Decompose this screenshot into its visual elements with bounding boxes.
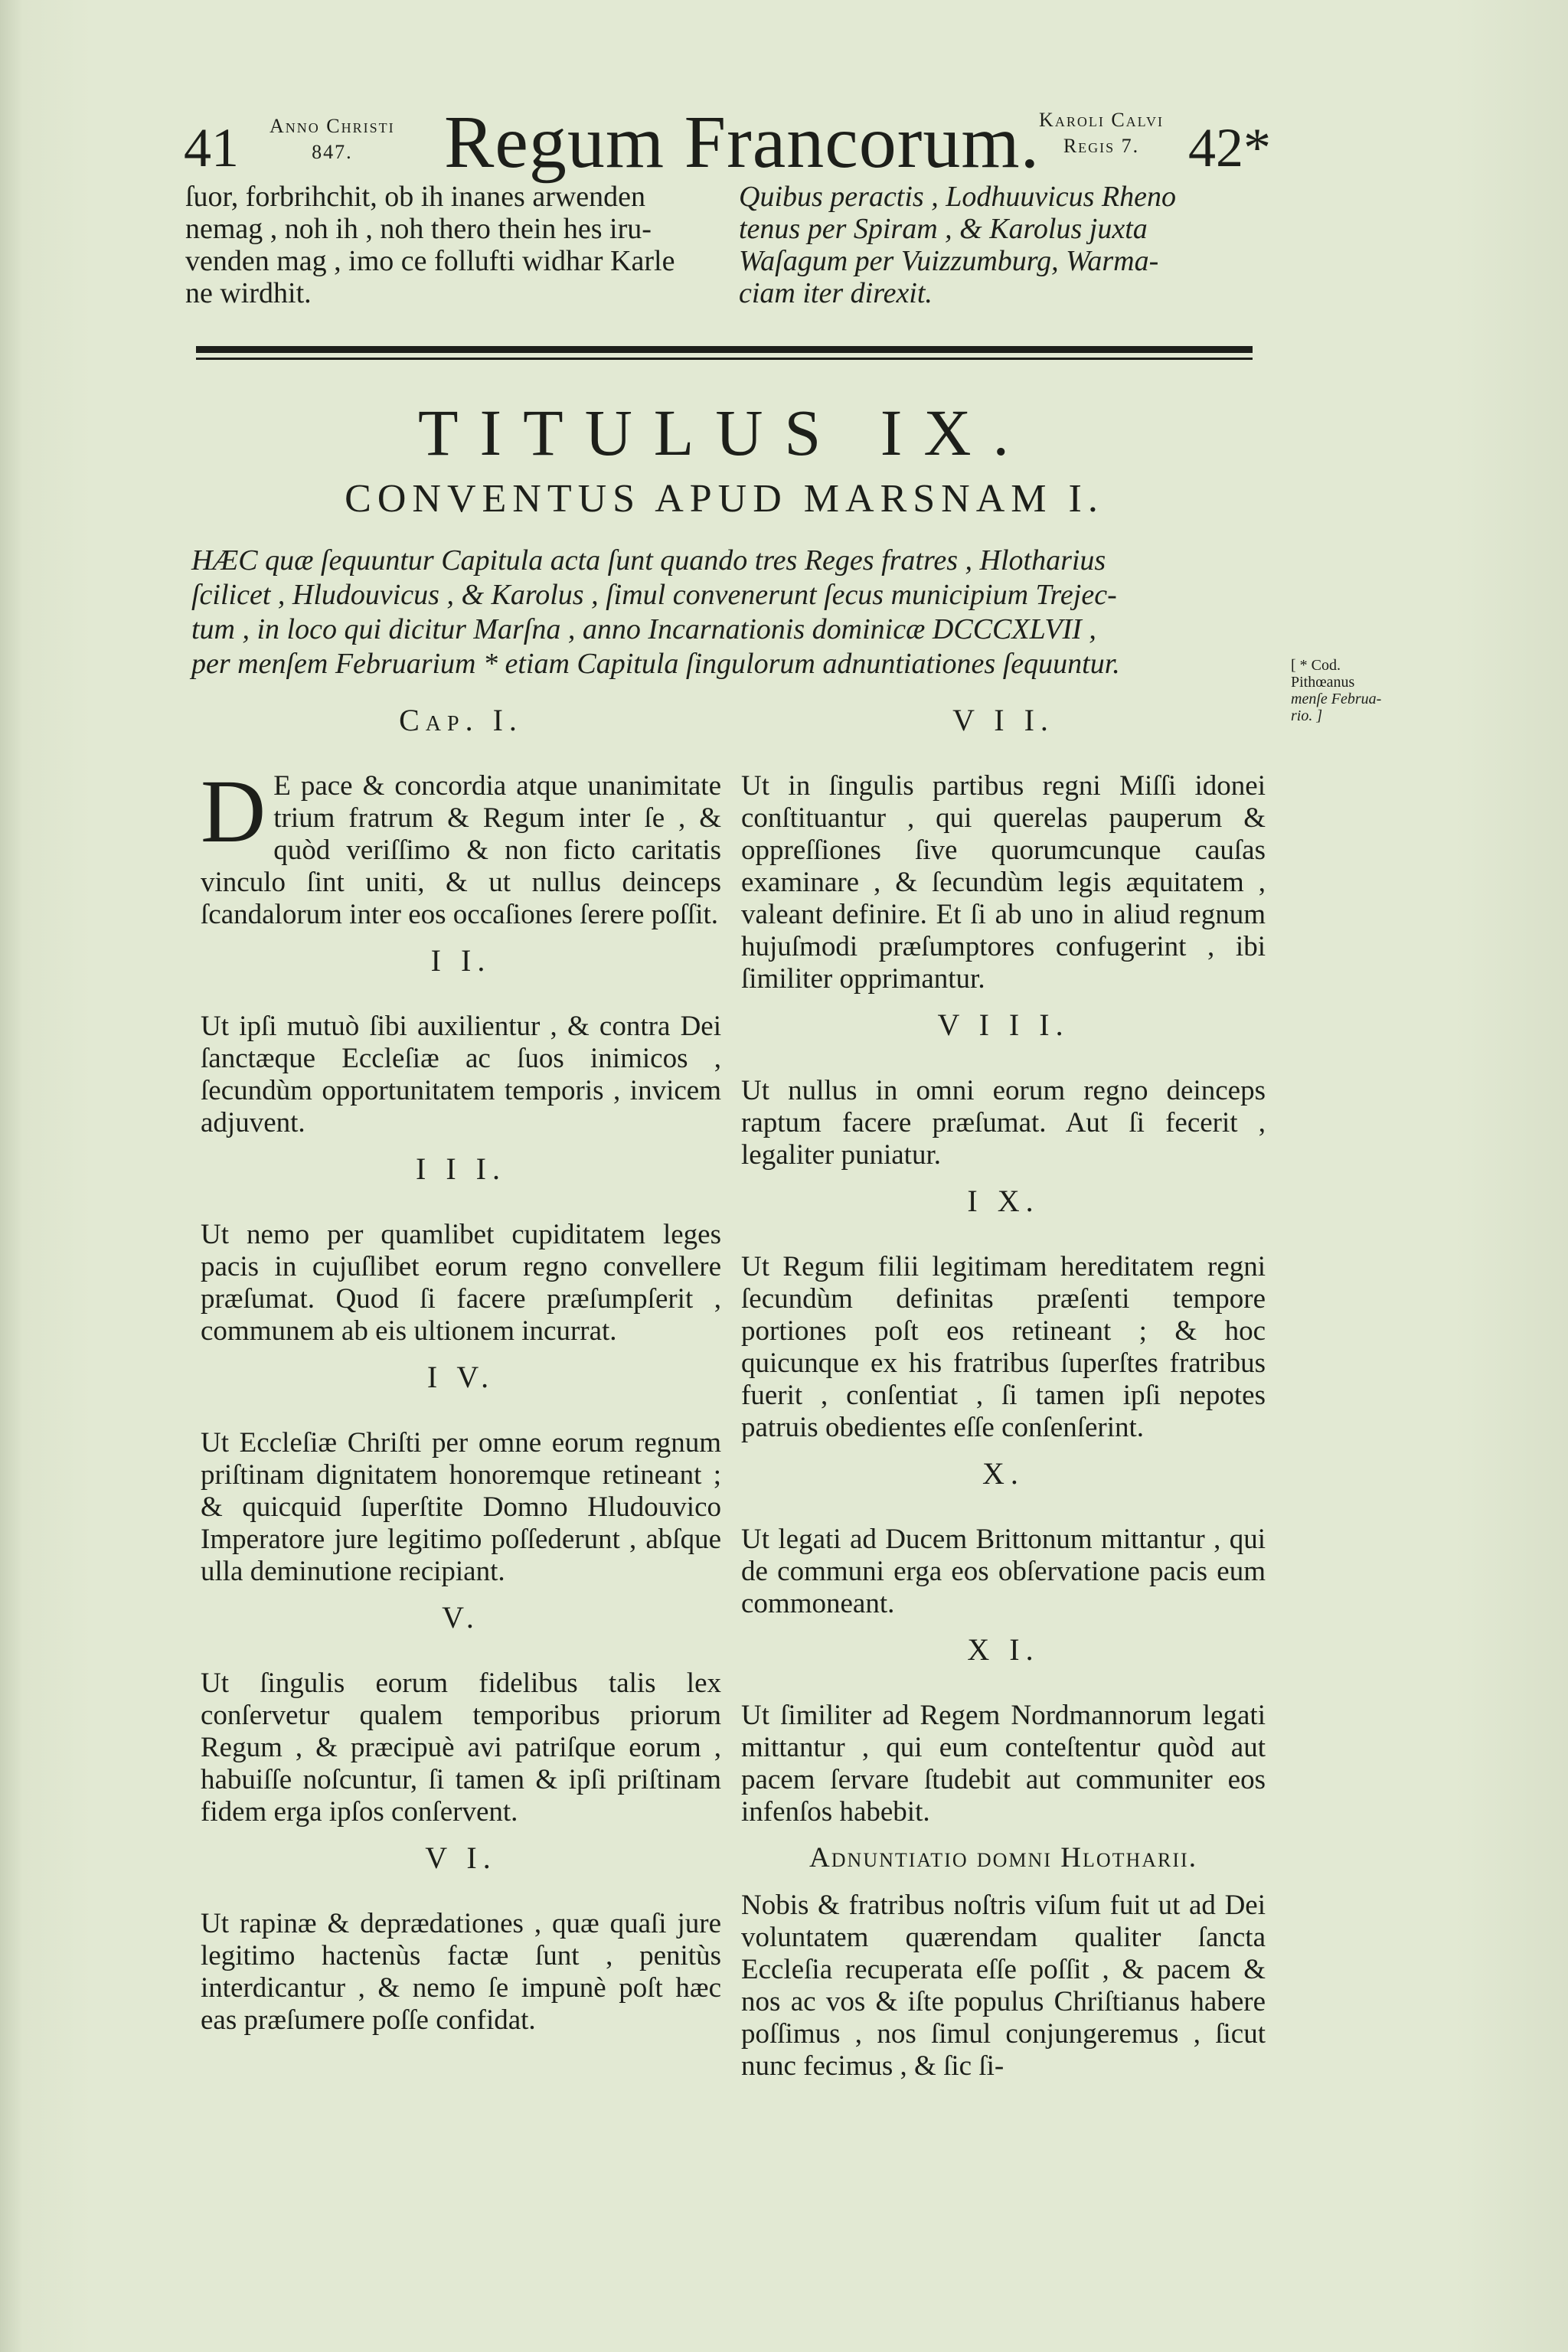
chapter-5-heading: V. <box>442 1600 480 1635</box>
running-title: Regum Francorum. <box>444 101 1040 184</box>
section-divider-thick <box>196 346 1253 353</box>
page-number-right: 42* <box>1188 117 1271 178</box>
chapter-5-text: Ut ſingulis eorum fidelibus talis lex conſervetur qualem temporibus priorum Regum , & præcipuè avi patriſque eorum , habuiſſe noſcuntur, ſi tamen & ipſi priſtinam fidem erga ipſos conſervent. <box>201 1668 721 1828</box>
page-number-left: 41 <box>184 117 239 178</box>
adnuntiatio-text: Nobis & fratribus noſtris viſum fuit ut ad Dei voluntatem quærendam qualiter ſancta Eccleſia recuperata eſſe poſſit , & pacem & nos ac vos & iſte populus Chriſtianus habere poſſimus , nos ſimul conjungeremus , ſicut nunc fecimus , & ſic ſi- <box>741 1890 1266 2082</box>
header-year-value: 847. <box>312 141 353 163</box>
prelude-left-line: nemag , noh ih , noh thero thein hes iru- <box>185 213 652 245</box>
intro-line: tum , in loco qui dicitur Marſna , anno Incarnationis dominicæ DCCCXLVII , <box>191 613 1096 645</box>
header-reign-value: Regis 7. <box>1063 135 1140 157</box>
prelude-right-line: Quibus peractis , Lodhuuvicus Rheno <box>739 181 1177 213</box>
header-year-label: Anno Christi <box>270 115 395 137</box>
chapter-4-text: Ut Eccleſiæ Chriſti per omne eorum regnum priſtinam dignitatem honoremque retineant ; & quicquid ſuperſtite Domno Hludouvico Imperatore jure legitimo poſſederunt , abſque ulla deminutione recipiant. <box>201 1427 721 1587</box>
chapter-7-heading: V I I. <box>952 703 1054 737</box>
intro-line: ſcilicet , Hludouvicus , & Karolus , ſimul convenerunt ſecus municipium Trejec- <box>191 579 1117 611</box>
prelude-right-line: ciam iter direxit. <box>739 277 933 309</box>
chapter-6-heading: V I. <box>425 1841 497 1875</box>
section-title: TITULUS IX. <box>417 396 1031 469</box>
right-column <box>741 704 1266 2096</box>
chapter-8-text: Ut nullus in omni eorum regno deinceps raptum facere præſumat. Aut ſi fecerit , legaliter puniatur. <box>741 1075 1266 1171</box>
prelude-left-line: ne wirdhit. <box>185 277 312 309</box>
header-reign-label: Karoli Calvi <box>1039 109 1164 131</box>
chapter-4-heading: I V. <box>426 1360 495 1394</box>
margin-note-line: [ * Cod. <box>1291 657 1341 674</box>
margin-note <box>1291 657 1398 724</box>
adnuntiatio-heading: Adnuntiatio domni Hlotharii. <box>809 1842 1197 1873</box>
prelude-right-line: tenus per Spiram , & Karolus juxta <box>739 213 1148 245</box>
chapter-2-text: Ut ipſi mutuò ſibi auxilientur , & contra Dei ſanctæque Eccleſiæ ac ſuos inimicos , ſecundùm opportunitatem temporis , invicem adjuvent. <box>201 1011 721 1138</box>
drop-cap: D <box>201 761 266 861</box>
chapter-9-text: Ut Regum filii legitimam hereditatem regni ſecundùm definitas præſenti tempore portiones poſt eos retineant ; & hoc quicunque ex his fratribus ſuperſtes fratribus fuerit , conſentiat , ſi tamen ipſi nepotes patruis obedientes eſſe conſenſerint. <box>741 1251 1266 1443</box>
section-divider-thin <box>196 358 1253 360</box>
chapter-heading: Cap. I. <box>399 703 523 737</box>
margin-note-line: rio. ] <box>1291 707 1323 724</box>
chapter-10-heading: X. <box>982 1456 1024 1491</box>
chapter-7-text: Ut in ſingulis partibus regni Miſſi idonei conſtituantur , qui querelas pauperum & oppreſſiones ſive quorumcunque cauſas examinare , & ſecundùm legis æquitatem , valeant definire. Et ſi ab uno in aliud regnum hujuſmodi præſumptores confugerint , ibi ſimiliter opprimantur. <box>741 770 1266 995</box>
intro-line: per menſem Februarium * etiam Capitula ſingulorum adnuntiationes ſequuntur. <box>191 648 1120 680</box>
chapter-11-heading: X I. <box>967 1632 1040 1667</box>
chapter-3-heading: I I I. <box>416 1152 506 1186</box>
prelude-right-line: Waſagum per Vuizzumburg, Warma- <box>739 245 1159 277</box>
section-subtitle: CONVENTUS APUD MARSNAM I. <box>345 477 1104 521</box>
header-reign-note <box>1039 107 1164 159</box>
prelude-right-column <box>739 181 1267 309</box>
margin-note-line: menſe Februa- <box>1291 691 1382 707</box>
chapter-6-text: Ut rapinæ & deprædationes , quæ quaſi jure legitimo hactenùs factæ ſunt , penitùs interdicantur , & nemo ſe impunè poſt hæc eas præſumere poſſe confidat. <box>201 1908 721 2036</box>
chapter-1-body: E pace & concordia atque unanimitate trium fratrum & Regum inter ſe , & quòd veriſſimo & non ficto caritatis vinculo ſint uniti, & ut nullus deinceps ſcandalorum inter eos occaſiones ſerere poſſit. <box>201 770 721 930</box>
chapter-3-text: Ut nemo per quamlibet cupiditatem leges pacis in cujuſlibet eorum regno convellere præſumat. Quod ſi facere præſumpſerit , communem ab eis ultionem incurrat. <box>201 1219 721 1347</box>
margin-note-line: Pithœanus <box>1291 674 1355 691</box>
intro-line: HÆC quæ ſequuntur Capitula acta ſunt quando tres Reges fratres , Hlotharius <box>191 544 1106 577</box>
header-year-note <box>270 113 395 165</box>
chapter-8-heading: V I I I. <box>937 1008 1070 1042</box>
prelude-left-line: ſuor, forbrihchit, ob ih inanes arwenden <box>185 181 646 213</box>
chapter-9-heading: I X. <box>967 1184 1040 1218</box>
left-column <box>201 704 721 2050</box>
prelude-left-column <box>185 181 706 309</box>
chapter-10-text: Ut legati ad Ducem Brittonum mittantur , qui de communi erga eos obſervatione pacis eum commoneant. <box>741 1524 1266 1619</box>
page-header <box>184 100 1271 184</box>
chapter-11-text: Ut ſimiliter ad Regem Nordmannorum legati mittantur , qui eum conteſtentur quòd aut pacem ſervare ſtudebit aut communiter eos infenſos habebit. <box>741 1700 1266 1828</box>
chapter-1-text <box>201 761 721 931</box>
section-intro <box>191 544 1263 681</box>
prelude-left-line: venden mag , imo ce follufti widhar Karle <box>185 245 675 277</box>
chapter-2-heading: I I. <box>430 943 492 978</box>
